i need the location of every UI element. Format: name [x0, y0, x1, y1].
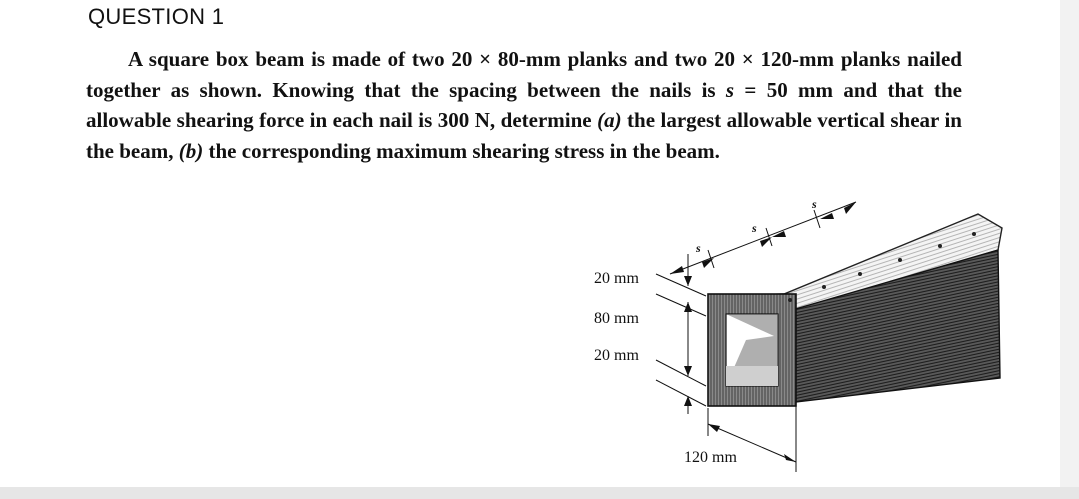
dim-bottom-flange: 20 mm	[594, 347, 639, 364]
part-a-label: (a)	[597, 108, 622, 132]
question-text	[86, 44, 962, 166]
dim-width: 120 mm	[684, 449, 737, 466]
part-b-label: (b)	[178, 138, 204, 163]
dim-web-height: 80 mm	[594, 310, 639, 327]
spacing-label-3: s	[812, 197, 817, 211]
height-dimension-lines	[656, 254, 706, 414]
spacing-label-2: s	[752, 221, 757, 235]
spacing-label-1: s	[696, 241, 701, 255]
question-text-part2: = 50 mm and that the allowable shearing force in each nail is 300 N, determine	[86, 77, 962, 132]
question-text-part4: the corresponding maximum shearing stress in the beam.	[203, 138, 720, 163]
spacing-variable: s	[725, 77, 735, 102]
question-heading: QUESTION 1	[88, 4, 225, 29]
bottom-divider	[0, 487, 1079, 499]
hollow-floor	[726, 366, 778, 386]
box-beam-figure	[560, 190, 1020, 480]
question-text-part3: the largest allowable vertical shear in the beam,	[86, 108, 962, 163]
question-text-part1: A square box beam is made of two 20 × 80-mm planks and two 20 × 120-mm planks nailed together as shown. Knowing that the spacing between the nails is	[86, 47, 962, 102]
dim-top-flange: 20 mm	[594, 270, 639, 287]
